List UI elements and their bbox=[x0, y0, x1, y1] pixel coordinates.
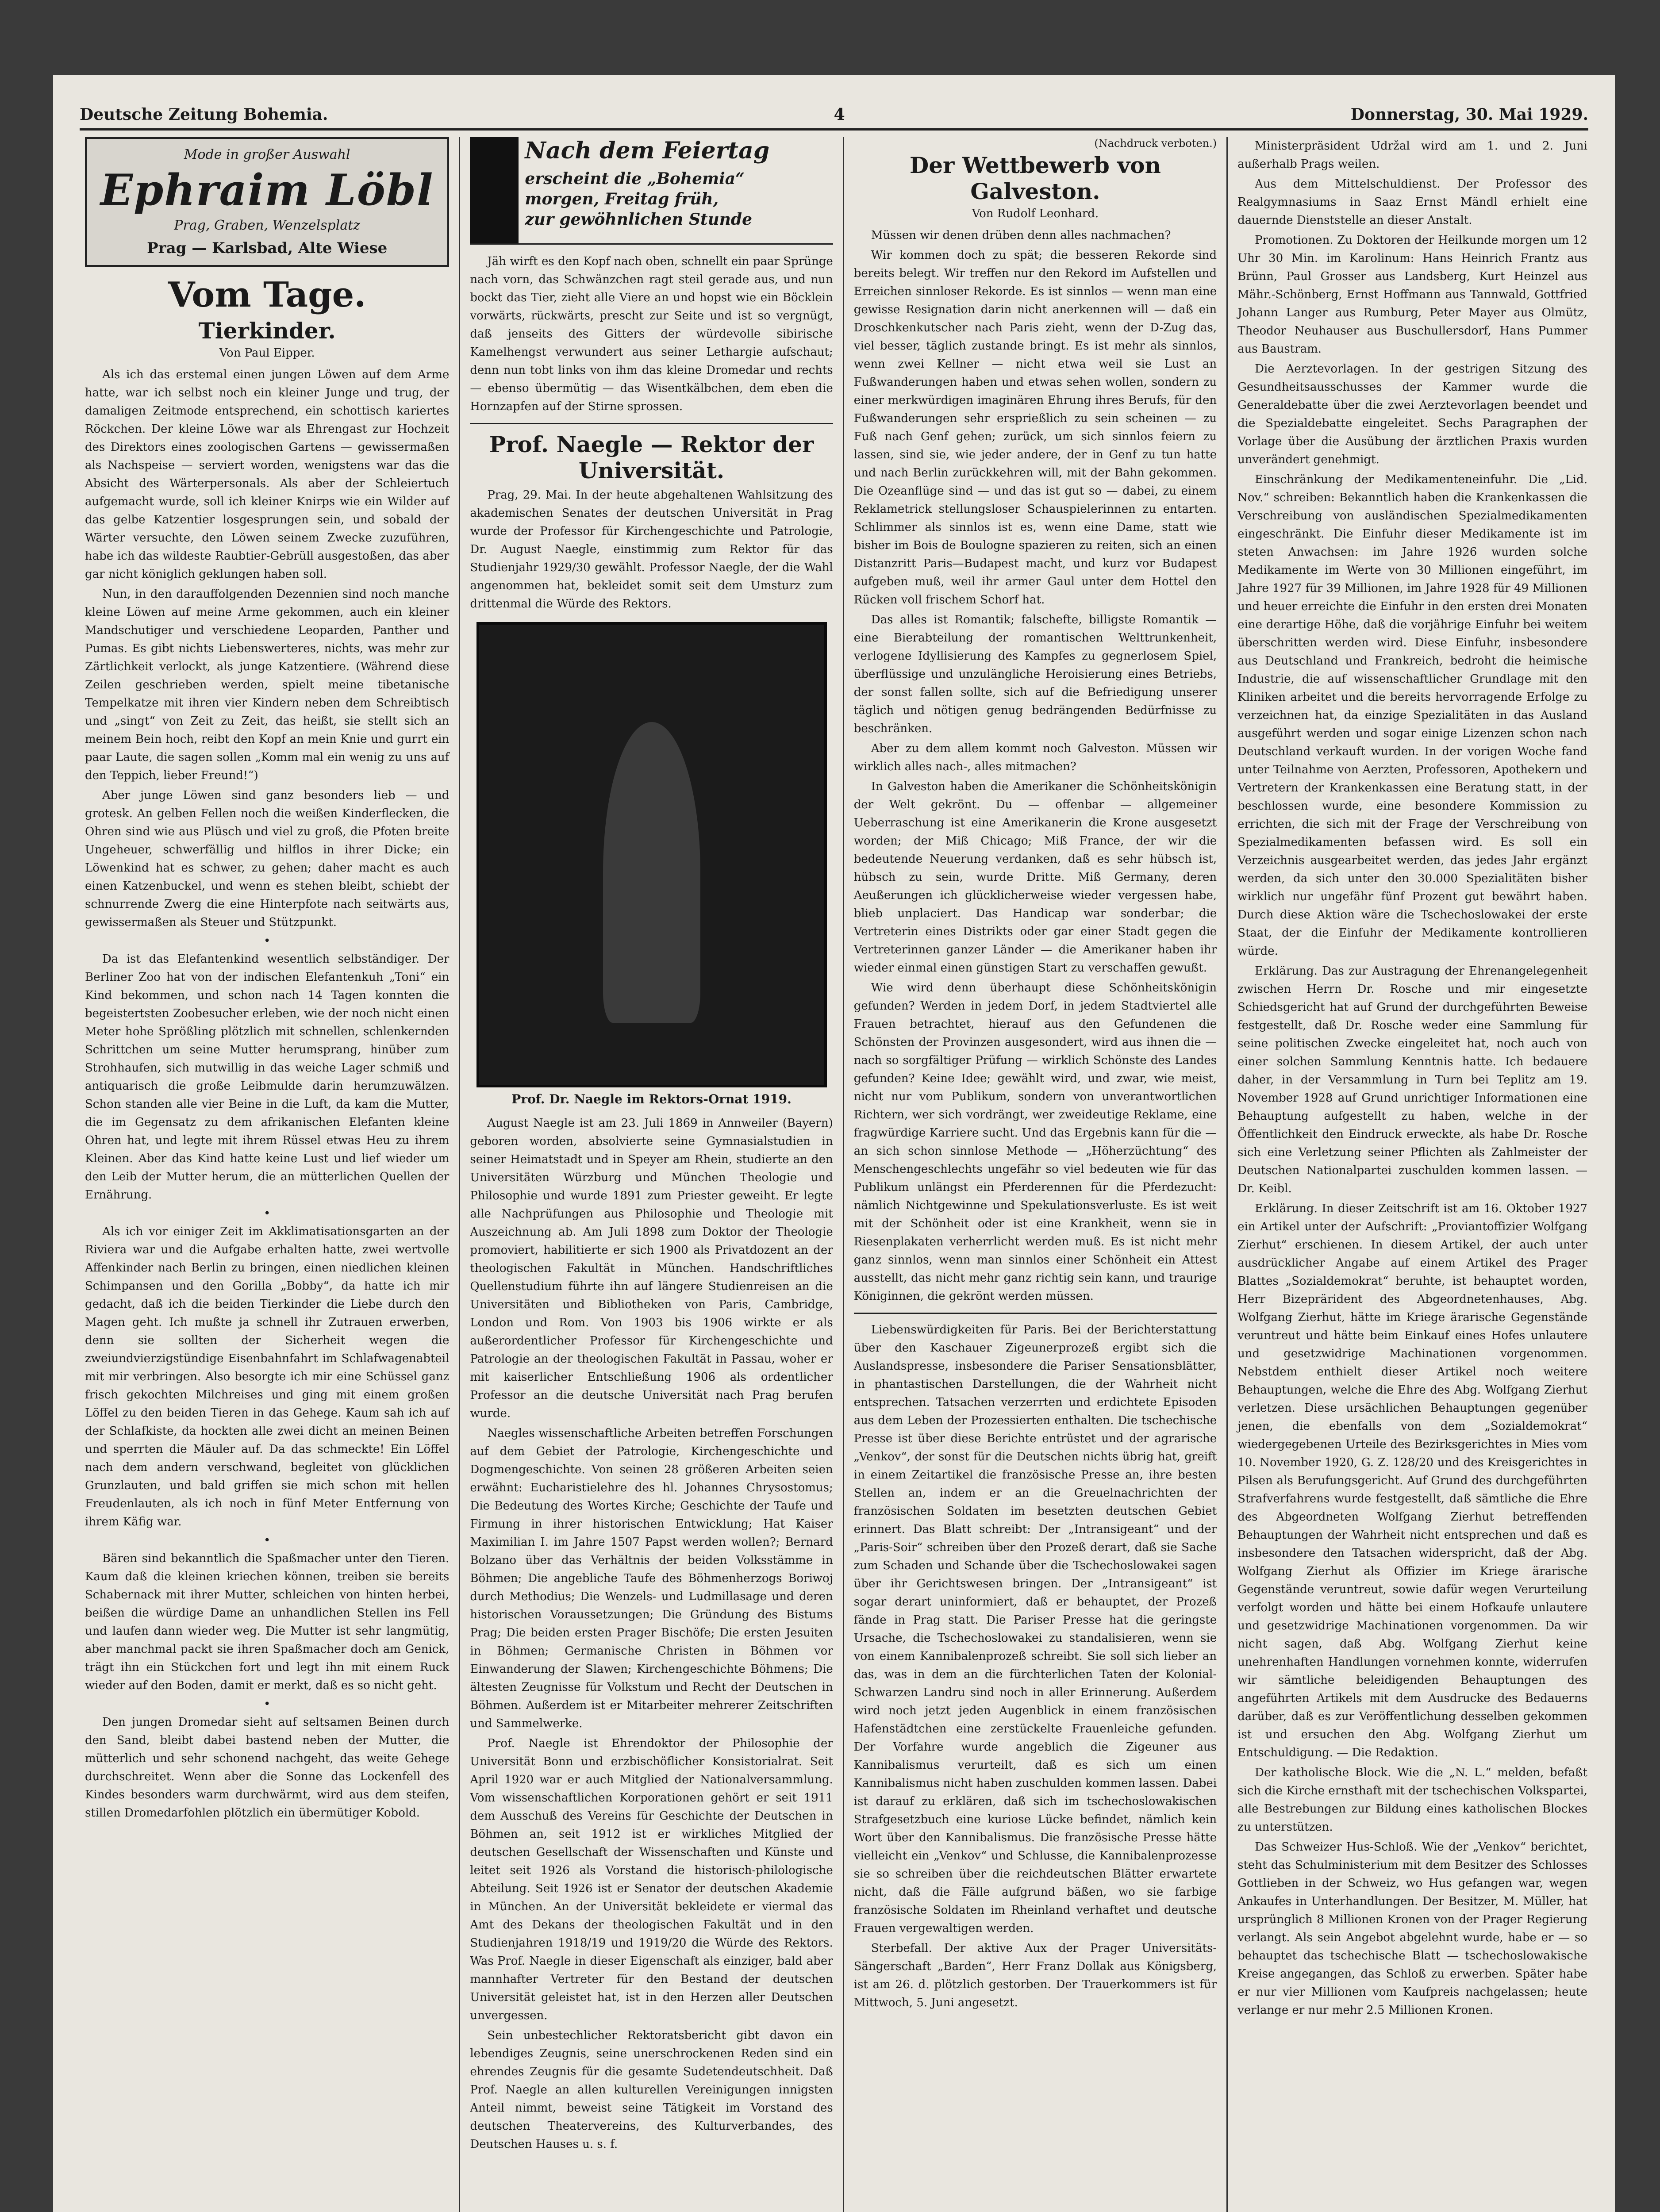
notice-line: erscheint die „Bohemia“ bbox=[525, 169, 745, 188]
section-title: Vom Tage. bbox=[168, 275, 366, 315]
paragraph: Aber zu dem allem kommt noch Galveston. Müssen wir wirklich alles nach-, alles mitmachen? bbox=[853, 742, 1217, 773]
news-item: Das Schweizer Hus-Schloß. Wie der „Venkov“ berichtet, steht das Schulministerium mit dem Besitzer des Schlosses Gottlieben in der Schweiz, wo Hus gefangen war, wegen Ankaufes in Unterhandlungen. Der Besitzer, M. Müller, hat ursprünglich 8 Millionen Kronen von der Prager Regierung verlangt. Als sein Angebot abgelehnt wurde, habe er — so behauptet das tschechische Blatt — tschechoslowakische Kreise angegangen, das Schloß zu erwerben. Später habe er nur vier Millionen vom Kaufpreis nachgelassen; heute verlange er nur mehr 2.5 Millionen Kronen. bbox=[1237, 1840, 1587, 2017]
page-number: 4 bbox=[834, 105, 845, 124]
paragraph: Müssen wir denen drüben denn alles nachmachen? bbox=[871, 229, 1171, 242]
ad-sub: Prag, Graben, Wenzelsplatz bbox=[174, 218, 361, 233]
news-item: Aus dem Mittelschuldienst. Der Professor des Realgymnasiums in Saaz Ernst Mändl erhielt eine dauernde Dienststelle an dieser Anstalt. bbox=[1237, 177, 1587, 227]
notice-line: zur gewöhnlichen Stunde bbox=[525, 210, 753, 229]
paragraph: Prof. Naegle ist Ehrendoktor der Philosophie der Universität Bonn und erzbischöflicher Konsistorialrat. Seit April 1920 war er auch Mitglied der Nationalversammlung. Vom wissenschaftlichen Korporationen gehört er seit 1911 dem Ausschuß des Vereins für Geschichte der Deutschen in Böhmen an, seit 1912 ist er wirkliches Mitglied der deutschen Gesellschaft der Wissenschaften und Künste und leitet seit 1926 als Vorstand die historisch-philologische Abteilung. Seit 1926 ist er Senator der deutschen Akademie in München. An der Universität bekleidete er viermal das Amt des Dekans der theologischen Fakultät und in den Studienjahren 1918/19 und 1919/20 die Würde des Rektors. Was Prof. Naegle in dieser Eigenschaft als einziger, bald aber mannhafter Vertreter für den Bestand der deutschen Universität geleistet hat, ist in den Herzen aller Deutschen unvergessen. bbox=[470, 1737, 833, 2022]
paragraph: Bären sind bekanntlich die Spaßmacher unter den Tieren. Kaum daß die kleinen kriechen können, treiben sie bereits Schabernack mit ihrer Mutter, schleichen von hinten herbei, beißen die würdige Dame an unhandlichen Stellen ins Fell und laufen dann wieder weg. Die Mutter ist sehr langmütig, aber manchmal packt sie ihren Spaßmacher doch am Genick, trägt ihn ein Stückchen fort und legt ihn mit einem Ruck wieder auf den Boden, damit er merkt, daß es so nicht geht. bbox=[85, 1552, 450, 1692]
news-item: Einschränkung der Medikamenteneinfuhr. Die „Lid. Nov.“ schreiben: Bekanntlich haben die Krankenkassen die Verschreibung von ausländischen Spezialmedikamenten eingeschränkt. Die Einfuhr dieser Medikamente ist im steten Anwachsen: im Jahre 1926 wurden solche Medikamente im Werte von 30 Millionen eingeführt, im Jahre 1927 für 39 Millionen, im Jahre 1928 für 49 Millionen und heuer erreichte die Einfuhr in den ersten drei Monaten eine derartige Höhe, daß die vorjährige Einfuhr bei weitem überschritten werden wird. Diese Einfuhr, insbesondere aus Deutschland und Frankreich, bedroht die heimische Industrie, die auf wissenschaftlicher Grundlage mit den Kliniken arbeitet und die bereits hervorragende Erfolge zu verzeichnen hat, da einzige Spezialitäten in das Ausland ausgeführt werden und sogar einige Lizenzen schon nach Deutschland verkauft wurden. In der vorigen Woche fand unter Teilnahme von Aerzten, Professoren, Apothekern und Vertretern der Krankenkassen eine Beratung statt, in der beschlossen wurde, eine besondere Kommission zu errichten, die sich mit der Frage der Verschreibung von Spezialmedikamenten befassen wird. Es soll ein Verzeichnis ausgearbeitet werden, das jedes Jahr ergänzt werden, da sich unter den 30.000 Spezialitäten bisher wirklich nur ungefähr fünf Prozent gut bewährt haben. Durch diese Aktion wäre die Tschechoslowakei der erste Staat, der die Einfuhr der Medikamente kontrollieren würde. bbox=[1237, 473, 1587, 958]
column-3 bbox=[843, 137, 1226, 2212]
paragraph: Wir kommen doch zu spät; die besseren Rekorde sind bereits belegt. Wir treffen nur den Rekord im Aufstellen und Erreichen sinnloser Rekorde. Es ist sinnlos — wenn man eine gewisse Resignation darin nicht anerkennen will — daß ein Droschkenkutscher nach Paris zieht, wenn der D-Zug das, viel besser, täglich zustande bringt. Es ist mehr als sinnlos, wenn zwei Kellner — nicht etwa weil sie Lust an Fußwanderungen haben und etwas sehen wollen, sondern zu einer merkwürdigen imaginären Ehrung ihres Berufs, für den Fußwanderungen sehr ersprießlich zu sein scheinen — zu Fuß nach Genf gehen; zurück, um sich sinnlos feiern zu lassen, sind sie, wie jeder andere, der in Genf zu tun hatte und nach Berlin zurückkehren will, mit der Bahn gekommen. Die Ozeanflüge sind — und das ist gut so — dabei, zu einem Reklametrick stellungsloser Schauspielerinnen zu entarten. Schlimmer als sinnlos ist es, wenn eine Dame, statt wie bisher im Bois de Boulogne spazieren zu reiten, sich an einen Distanzritt Paris—Budapest macht, und kurz vor Budapest aufgeben muß, weil ihr armer Gaul unter dem Hottel den Rücken voll frischem Schorf hat. bbox=[853, 249, 1217, 607]
news-item: Die Aerztevorlagen. In der gestrigen Sitzung des Gesundheitsausschusses der Kammer wurde die Generaldebatte über die zwei Aerztevorlagen beendet und die Spezialdebatte eingeleitet. Sechs Paragraphen der Vorlage über die Ausübung der ärztlichen Praxis wurden unverändert genehmigt. bbox=[1237, 362, 1587, 466]
ad-locations: Prag — Karlsbad, Alte Wiese bbox=[147, 239, 388, 257]
article-title: Prof. Naegle — Rektor der Universität. bbox=[489, 431, 814, 484]
column-2 bbox=[459, 137, 842, 2212]
paragraph: In Galveston haben die Amerikaner die Schönheitskönigin der Welt gekrönt. Du — offenbar — allgemeiner Ueberraschung ist eine Amerikanerin die Krone ausgesetzt worden; der Miß Chicago; Miß France, der wir die bedeutende Neuerung verdanken, daß es sehr hübsch ist, hübsch zu sein, wurde Dritte. Miß Germany, deren Aeußerungen ich glücklicherweise wieder vergessen habe, blieb unplaciert. Das Handicap war sonderbar; die Vertreterin eines Distrikts oder gar einer Stadt gegen die Vertreterinnen ganzer Länder — die Amerikaner haben ihr wieder einmal einen günstigen Start zu verschaffen gewußt. bbox=[853, 780, 1217, 975]
paragraph: Naegles wissenschaftliche Arbeiten betreffen Forschungen auf dem Gebiet der Patrologie, Kirchengeschichte und Dogmengeschichte. Von seinen 28 größeren Arbeiten seien erwähnt: Eucharistielehre des hl. Johannes Chrysostomus; Die Bedeutung des Wortes Kirche; Geschichte der Taufe und Firmung in ihrer historischen Entwicklung; Hat Kaiser Maximilian I. im Jahre 1507 Papst werden wollen?; Bernard Bolzano über das Verhältnis der beiden Volksstämme in Böhmen; Die angebliche Taufe des Böhmenherzogs Boriwoj durch Methodius; Die Wenzels- und Ludmillasage und deren historischen Voraussetzungen; Die Gründung des Bistums Prag; Die beiden ersten Prager Bischöfe; Die ersten Jesuiten in Böhmen; Germanische Christen in Böhmen vor Einwanderung der Slawen; Kirchengeschichte Böhmens; Die ältesten Zeugnisse für Volkstum und Recht der Deutschen in Böhmen. Außerdem ist er Mitarbeiter mehrerer Zeitschriften und Sammelwerke. bbox=[470, 1427, 833, 1730]
section-divider: • bbox=[264, 1207, 271, 1220]
paragraph: Prag, 29. Mai. In der heute abgehaltenen Wahlsitzung des akademischen Senates der deutschen Universität in Prag wurde der Professor für Kirchengeschichte und Patrologie, Dr. August Naegle, einstimmig zum Rektor für das Studienjahr 1929/30 gewählt. Professor Naegle, der die Wahl angenommen hat, bekleidet somit seit dem Umsturz zum drittenmal die Würde des Rektors. bbox=[470, 488, 833, 611]
paragraph: Jäh wirft es den Kopf nach oben, schnellt ein paar Sprünge nach vorn, das Schwänzchen ragt steil gerade aus, und nun bockt das Tier, zieht alle Viere an und hopst wie ein Böcklein vorwärts, rückwärts, prescht zur Seite und ist so vergnügt, daß jenseits des Gitters der würdevolle sibirische Kamelhengst verwundert aus seiner Lethargie aufschaut; denn nun tobt links von ihm das kleine Dromedar und rechts — ebenso übermütig — das Wisentkälbchen, dem eben die Hornzapfen auf der Stirne sprossen. bbox=[470, 255, 833, 413]
news-item-sterbefall: Sterbefall. Der aktive Aux der Prager Universitäts-Sängerschaft „Barden“, Herr Franz Dollak aus Königsberg, ist am 26. d. plötzlich gestorben. Der Trauerkommers ist für Mittwoch, 5. Juni angesetzt. bbox=[853, 1942, 1217, 2009]
advertisement bbox=[85, 137, 449, 267]
notice-title: Nach dem Feiertag bbox=[525, 137, 770, 164]
paragraph: Den jungen Dromedar sieht auf seltsamen Beinen durch den Sand, bleibt dabei bastend neben der Mutter, die mütterlich und sehr schonend nachgeht, das weite Gehege durchschreitet. Wenn aber die Sonne das Lockenfell des Kindes besonders warm durchwärmt, wird aus dem steifen, stillen Dromedarfohlen plötzlich ein übermütiger Kobold. bbox=[85, 1716, 450, 1820]
article-byline: Von Rudolf Leonhard. bbox=[972, 207, 1099, 220]
photo-caption: Prof. Dr. Naegle im Rektors-Ornat 1919. bbox=[511, 1092, 792, 1106]
news-item: Promotionen. Zu Doktoren der Heilkunde morgen um 12 Uhr 30 Min. im Karolinum: Hans Heinrich Frantz aus Brünn, Paul Grosser aus Landsberg, Kurt Heinzel aus Mähr.-Schönberg, Ernst Hoffmann aus Tannwald, Gottfried Johann Langer aus Rumburg, Peter Mayer aus Olmütz, Theodor Neuhauser aus Buschullersdorf, Hans Pummer aus Baustram. bbox=[1237, 234, 1587, 356]
paragraph: Das alles ist Romantik; falschefte, billigste Romantik — eine Bierabteilung der romantischen Welttrunkenheit, verlogene Idyllisierung des Kampfes zu gegnerlosem Spiel, überflüssige und unzulängliche Heroisierung eines Betriebs, der sonst fallen sollte, sich auf die Befriedigung unserer täglich und nötigen genug bedrängenden Bedürfnisse zu beschränken. bbox=[853, 613, 1217, 735]
portrait-figure bbox=[603, 722, 700, 1023]
news-item: Ministerpräsident Udržal wird am 1. und 2. Juni außerhalb Prags weilen. bbox=[1237, 139, 1587, 171]
divider bbox=[470, 423, 833, 424]
news-item-paris: Liebenswürdigkeiten für Paris. Bei der Berichterstattung über den Kaschauer Zigeunerprozeß ergibt sich die Auslandspresse, insbesondere die Pariser Sensationsblätter, in phantastischen Darstellungen, die der Wahrheit nicht entsprechen. Tatsachen verzerrten und erdichtete Episoden aus dem Leben der Prozessierten enthalten. Die tschechische Presse ist über diese Berichte entrüstet und der agrarische „Venkov“, der sonst für die Deutschen nichts übrig hat, greift in einem Zeitartikel die französische Presse an, ihre besten Stellen an, indem er an die Greuelnachrichten der französischen Soldaten im besetzten deutschen Gebiet erinnert. Das Blatt schreibt: Der „Intransigeant“ und der „Paris-Soir“ schreiben über den Prozeß derart, daß sie Sache zum Schaden und Schande über die Tschechoslowakei sagen über ihr Gerichtswesen bringen. Der „Intransigeant“ ist sogar derart uninformiert, daß er behauptet, der Prozeß fände in Prag statt. Die Pariser Presse hat die geringste Ursache, die Tschechoslowakei zu standalisieren, wenn sie von einem Kannibalenprozeß schreibt. Sie soll sich lieber an das, was in dem an die fürchterlichen Taten der Kolonial-Schwarzen Landru sind noch in aller Erinnerung. Außerdem wird noch jetzt jeden Augenblick in einem französischen Hafenstädtchen eine zerstückelte Frauenleiche gefunden. Der Vorfahre wurde angeblich die Zigeuner aus Kannibalismus verurteilt, daß es sich um einen Kannibalismus nicht haben zuschulden kommen lassen. Dabei ist darauf zu erklären, daß sich im tschechoslowakischen Strafgesetzbuch eine kuriose Lücke befindet, nämlich kein Wort über den Kannibalismus. Die französische Presse hätte vielleicht ein „Venkov“ und Schlusse, die Kannibalenprozesse sie so schreiben über die reichdeutschen Blätter erwartete nicht, daß die Fälle aufgrund bäßen, wo sie farbige französische Soldaten im Rheinland verhaftet und deutsche Frauen vergewaltigen werden. bbox=[853, 1323, 1217, 1935]
columns bbox=[75, 137, 1597, 2212]
masthead-title: Deutsche Zeitung Bohemia. bbox=[80, 105, 328, 124]
ad-tagline: Mode in großer Auswahl bbox=[184, 147, 350, 162]
paragraph: Als ich das erstemal einen jungen Löwen auf dem Arme hatte, war ich selbst noch ein kleiner Junge und trug, der damaligen Zeitmode entsprechend, ein schottisch kariertes Röckchen. Der kleine Löwe war als Ehrengast zur Hochzeit des Direktors eines zoologischen Gartens — gewissermaßen als Nachspeise — serviert worden, wenigstens war das die Absicht des Wärterpersonals. Als aber der Schleiertuch aufgemacht wurde, soll ich kleiner Knirps wie ein Wilder auf das gelbe Katzentier losgesprungen sein, und sobald der Wärter versuchte, den Löwen seinem Zwecke zuzuführen, habe ich das wildeste Raubtier-Gebrüll ausgestoßen, das aber gar nicht königlich geklungen haben soll. bbox=[85, 368, 450, 581]
ad-name: Ephraim Löbl bbox=[100, 165, 434, 215]
paragraph: Nun, in den darauffolgenden Dezennien sind noch manche kleine Löwen auf meine Arme gekommen, auch ein kleiner Mandschutiger und verschiedene Leoparden, Panther und Pumas. Es gibt nichts Liebenswerteres, nichts, was mehr zur Zärtlichkeit verlockt, als junge Katzentiere. (Während diese Zeilen geschrieben werden, spielt meine tibetanische Tempelkatze mit ihren vier Kindern neben dem Schreibtisch und „singt“ von Zeit zu Zeit, das heißt, sie stellt sich an meinem Bein hoch, reibt den Kopf an mein Knie und gurrt ein paar Laute, die sagen sollen „Komm mal ein wenig zu uns auf den Teppich, lieber Freund!“) bbox=[85, 588, 450, 782]
portrait-photo bbox=[476, 622, 827, 1087]
section-divider: • bbox=[264, 1534, 271, 1547]
article-byline: Von Paul Eipper. bbox=[219, 346, 315, 360]
notice-line: morgen, Freitag früh, bbox=[525, 190, 719, 208]
newspaper-page bbox=[53, 75, 1615, 2212]
running-head bbox=[80, 93, 1588, 131]
paragraph: Wie wird denn überhaupt diese Schönheitskönigin gefunden? Werden in jedem Dorf, in jedem Stadtviertel alle Frauen betrachtet, hierauf aus den Gefundenen die Schönsten der Provinzen ausgesondert, wird aus ihnen die — nach so sorgfältiger Prüfung — wirklich Schönste des Landes gefunden? Keine Idee; gewählt wird, und zwar, wie meist, nicht nur vom Publikum, sondern von unverantwortlichen Richtern, wer sich vordrängt, wer zweideutige Reklame, eine fragwürdige Karriere sucht. Und das Ergebnis kann für die — an sich schon sinnlose Methode — „Höherzüchtung“ des Menschengeschlechts ungefähr so viel bedeuten wie für das Publikum unlängst ein Pferderennen für die Pferdezucht: nämlich Nichtgewinne und Spekulationsverluste. Es ist weit mit der Schönheit oder ist eine Krankheit, wenn sie in Riesenplakaten verherrlicht werden muß. Es ist nicht mehr ganz sinnlos, wenn man sinnlos einer Schönheit ein Attest ausstellt, das nicht mehr ganz richtig sein kann, und traurige Königinnen, die gekrönt werden müssen. bbox=[853, 981, 1217, 1303]
section-divider: • bbox=[264, 1697, 271, 1711]
news-item: Der katholische Block. Wie die „N. L.“ melden, befaßt sich die Kirche ernsthaft mit der tschechischen Volkspartei, alle Bestrebungen zur Bildung eines katholischen Blockes zu unterstützen. bbox=[1237, 1766, 1587, 1834]
news-item: Erklärung. In dieser Zeitschrift ist am 16. Oktober 1927 ein Artikel unter der Aufschrift: „Proviantoffizier Wolfgang Zierhut“ erschienen. In diesem Artikel, der auch unter ausdrücklicher Angabe auf einem Artikel des Prager Blattes „Sozialdemokrat“ beruhte, ist behauptet worden, Herr Bizeprärident des Abgeordnetenhauses, Abg. Wolfgang Zierhut, hätte im Kriege ärarische Gegenstände veruntreut und hätte beim Einkauf eines Hofes unlautere und gesetzwidrige Machinationen vorgenommen. Nebstdem enthielt dieser Artikel noch weitere Behauptungen, welche die Ehre des Abg. Wolfgang Zierhut verletzen. Diese ursächlichen Behauptungen gegenüber jenen, die ebenfalls von dem „Sozialdemokrat“ wiedergegebenen Urteile des Bezirksgerichtes in Mies vom 10. November 1920, G. Z. 128/20 und des Kreisgerichtes in Pilsen als Berufungsgericht. Auf Grund des durchgeführten Strafverfahrens wurde festgestellt, daß sämtliche die Ehre des Abgeordneten Wolfgang Zierhut betreffenden Behauptungen der Wahrheit nicht entsprechen und daß es insbesondere den Tatsachen widerspricht, daß der Abg. Wolfgang Zierhut als Offizier im Kriege ärarische Gegenstände veruntreut, sowie dafür wegen Verurteilung verfolgt worden und hätte bei einem Hofkaufe unlautere und gesetzwidrige Machinationen vorgenommen. Da wir nicht sagen, daß Abg. Wolfgang Zierhut keine unehrenhaften Handlungen vornehmen konnte, widerrufen wir sämtliche beleidigenden Behauptungen des angeführten Artikels mit dem Ausdrucke des Bedauerns darüber, daß es zur Veröffentlichung desselben gekommen ist und ersuchen den Abg. Wolfgang Zierhut um Entschuldigung. — Die Redaktion. bbox=[1237, 1202, 1587, 1759]
news-item: Erklärung. Das zur Austragung der Ehrenangelegenheit zwischen Herrn Dr. Rosche und mir eingesetzte Schiedsgericht hat auf Grund der durchgeführten Beweise festgestellt, daß Dr. Rosche weder eine Sammlung für seine politischen Zwecke eingeleitet hat, noch auch von einer solchen Sammlung Kenntnis hatte. Ich bedauere daher, in der Versammlung in Turn bei Teplitz am 19. November 1928 auf Grund unrichtiger Informationen eine Behauptung aufgestellt zu haben, welche in der Öffentlichkeit den Eindruck erweckte, als habe Dr. Rosche sich eine Verletzung seiner Pflichten als Zahlmeister der Deutschen Nationalpartei zuschulden kommen lassen. — Dr. Keibl. bbox=[1237, 964, 1587, 1195]
article-title: Tierkinder. bbox=[198, 318, 336, 344]
paragraph: Da ist das Elefantenkind wesentlich selbständiger. Der Berliner Zoo hat von der indischen Elefantenkuh „Toni“ ein Kind bekommen, und schon nach 14 Tagen konnten die begeistertsten Zoobesucher erleben, wie der noch nicht einen Meter hohe Sprößling plötzlich mit schnellen, schlenkernden Schrittchen um seine Mutter herumsprang, hinüber zum Strohhaufen, sich mutwillig in das weiche Lager schmiß und antiquarisch die große Leibmulde darin herumzuwälzen. Schon standen alle vier Beine in die Luft, da kam die Mutter, die im Gegensatz zu dem afrikanischen Elefanten kleine Ohren hat, und legte mit ihrem Rüssel etwas Heu zu ihrem Kleinen. Aber das Kind hatte keine Lust und lief wieder um den Leib der Mutter herum, die an mütterlichen Quellen der Ernährung. bbox=[85, 952, 450, 1202]
issue-date: Donnerstag, 30. Mai 1929. bbox=[1350, 105, 1588, 124]
article-title: Der Wettbewerb von Galveston. bbox=[909, 152, 1161, 204]
publication-notice bbox=[470, 137, 833, 245]
reprint-note: (Nachdruck verboten.) bbox=[1094, 137, 1217, 150]
column-4 bbox=[1226, 137, 1597, 2212]
notice-black-block bbox=[470, 137, 519, 243]
paragraph: Als ich vor einiger Zeit im Akklimatisationsgarten an der Riviera war und die Aufgabe erhalten hatte, zwei wertvolle Affenkinder nach Berlin zu bringen, einen niedlichen kleinen Schimpansen und den Gorilla „Bobby“, da hatte ich mir gedacht, daß ich die beiden Tierkinder die Liebe durch den Magen geht. Ich mußte ja schnell ihr Zutrauen erwerben, denn sie sollten der Sicherheit wegen die zweiundvierzigstündige Eisenbahnfahrt im Schlafwagenabteil mit mir verbringen. Also besorgte ich mir eine Schüssel ganz frisch gekochten Milchreises und ging mit einem großen Löffel zu den beiden Tieren in das Gehege. Kaum sah ich auf der Schlafkiste, da hockten alle zwei dicht an meinen Beinen und sperrten die Mäuler auf. Da das schmeckte! Ein Löffel nach dem andern verschwand, begleitet von glücklichen Grunzlauten, und bald griffen sie mich schon mit hellen Freudenlauten, als ich noch in fünf Meter Entfernung von ihrem Käfig war. bbox=[85, 1225, 450, 1528]
column-1 bbox=[75, 137, 459, 2212]
divider bbox=[854, 1313, 1217, 1314]
paragraph: August Naegle ist am 23. Juli 1869 in Annweiler (Bayern) geboren worden, absolvierte seine Gymnasialstudien in seiner Heimatstadt und in Speyer am Rhein, studierte an den Universitäten Würzburg und München Theologie und Philosophie und wurde 1891 zum Priester geweiht. Er legte alle Nachprüfungen aus Philosophie und Theologie mit Auszeichnung ab. Am Juli 1898 zum Doktor der Theologie promoviert, habilitierte er sich 1900 als Privatdozent an der theologischen Fakultät in München. Handschriftliches Quellenstudium führte ihn auf längere Studienreisen an die Universitäten und Bibliotheken von Paris, Cambridge, London und Rom. Von 1903 bis 1906 wirkte er als außerordentlicher Professor für Kirchengeschichte und Patrologie an der theologischen Fakultät in Passau, woher er mit kaiserlicher Entschließung 1906 als ordentlicher Professor an die deutsche Universität nach Prag berufen wurde. bbox=[470, 1117, 833, 1420]
paragraph: Sein unbestechlicher Rektoratsbericht gibt davon ein lebendiges Zeugnis, seine unerschrockenen Reden sind ein ehrendes Zeugnis für die gesamte Sudetendeutschheit. Daß Prof. Naegle an allen kulturellen Vereinigungen innigsten Anteil nimmt, beweist seine Tätigkeit im Vorstand des deutschen Theatervereins, des Kulturverbandes, des Deutschen Hauses u. s. f. bbox=[470, 2029, 833, 2151]
section-divider: • bbox=[264, 934, 271, 948]
paragraph: Aber junge Löwen sind ganz besonders lieb — und grotesk. An gelben Fellen noch die weißen Kinderflecken, die Ohren sind wie aus Plüsch und viel zu groß, die Pfoten breite Ungeheuer, schwerfällig und hilflos in ihrer Dicke; ein Löwenkind hat es schwer, zu gehen; daher macht es auch einen Katzenbuckel, und wenn es stehen bleibt, schiebt der schnurrende Zwerg die eine Hinterpfote nach seitwärts aus, gewissermaßen als Steuer und Stützpunkt. bbox=[85, 789, 450, 929]
